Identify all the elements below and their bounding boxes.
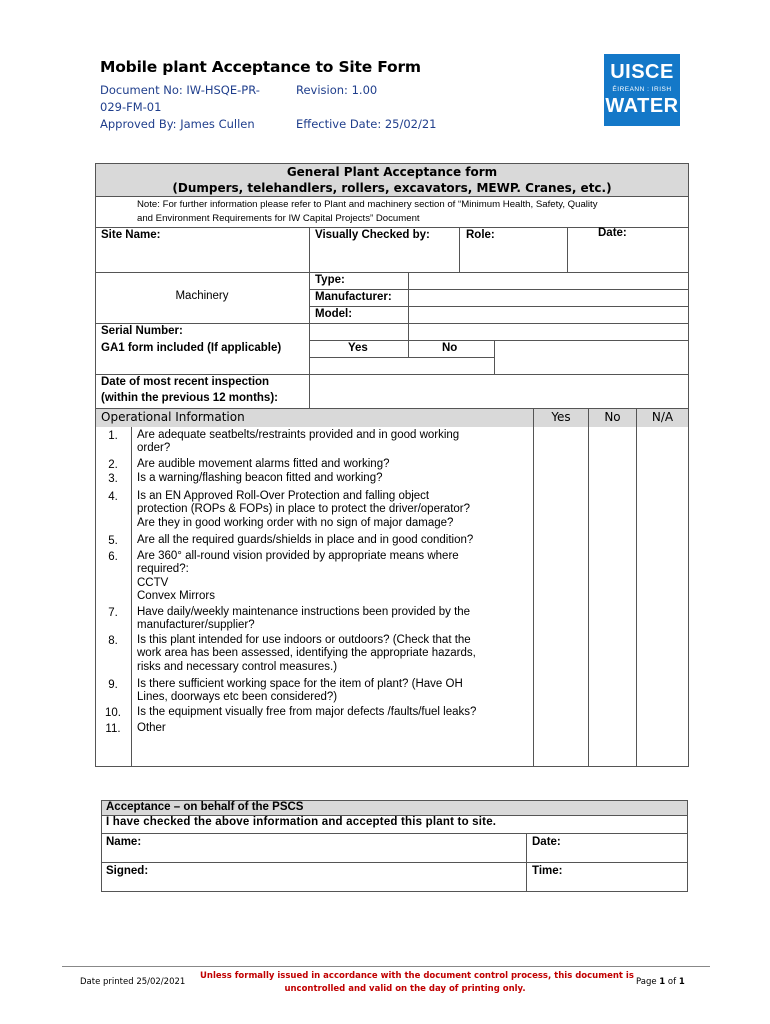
- question-line: Is the equipment visually free from major defects /faults/fuel leaks?: [137, 706, 477, 718]
- question-line: Are 360° all-round vision provided by appropriate means where: [137, 550, 459, 562]
- inspection-label-line2: (within the previous 12 months):: [101, 392, 278, 404]
- question-text: [137, 706, 476, 719]
- question-number: 11.: [105, 723, 121, 735]
- question-number: 6.: [108, 551, 118, 563]
- question-text: [137, 678, 463, 705]
- operational-heading: Operational Information: [101, 410, 245, 424]
- question-line: Convex Mirrors: [137, 590, 215, 603]
- notice-line1: Unless formally issued in accordance with the document control process, this document is: [200, 971, 634, 981]
- question-line: risks and necessary control measures.): [137, 660, 338, 673]
- approved-by: Approved By: James Cullen: [100, 117, 255, 131]
- type-label: Type:: [315, 274, 345, 286]
- document-number-line2: 029-FM-01: [100, 100, 162, 114]
- question-line: Have daily/weekly maintenance instructions been provided by the: [137, 606, 471, 618]
- question-line: Are adequate seatbelts/restraints provided and in good working: [137, 429, 460, 441]
- ga1-yes-option[interactable]: Yes: [348, 342, 368, 354]
- question-line: Other: [137, 722, 166, 734]
- question-text: [137, 490, 470, 530]
- effective-date: Effective Date: 25/02/21: [296, 117, 437, 131]
- question-line: Is this plant intended for use indoors or outdoors? (Check that the: [137, 634, 471, 646]
- serial-number-label: Serial Number:: [101, 325, 183, 337]
- question-number: 3.: [108, 473, 118, 485]
- inspection-label-line1: Date of most recent inspection: [101, 376, 270, 388]
- form-note-line2: and Environment Requirements for IW Capital Projects” Document: [137, 213, 420, 224]
- question-text: [137, 634, 476, 674]
- question-text: [137, 550, 459, 604]
- question-line: required?:: [137, 563, 189, 576]
- ga1-no-option[interactable]: No: [442, 342, 458, 354]
- acceptance-statement: I have checked the above information and accepted this plant to site.: [106, 816, 497, 828]
- question-number: 4.: [108, 491, 118, 503]
- question-number: 8.: [108, 635, 118, 647]
- question-number: 1.: [108, 430, 118, 442]
- question-number: 5.: [108, 535, 118, 547]
- machinery-label: Machinery: [175, 290, 229, 302]
- acceptance-heading: Acceptance – on behalf of the PSCS: [106, 801, 304, 813]
- question-line: Is there sufficient working space for the item of plant? (Have OH: [137, 678, 463, 690]
- model-label: Model:: [315, 308, 353, 320]
- revision: Revision: 1.00: [296, 83, 378, 97]
- acceptance-name-label: Name:: [106, 836, 142, 848]
- date-printed: Date printed 25/02/2021: [80, 977, 186, 987]
- ga1-label: GA1 form included (If applicable): [101, 342, 282, 354]
- uisce-eireann-logo: [604, 54, 680, 126]
- logo-line2: ÉIREANN : IRISH: [612, 86, 672, 93]
- col-no-header: No: [604, 410, 621, 424]
- question-number: 9.: [108, 679, 118, 691]
- date-label: Date:: [598, 227, 627, 239]
- form-subheading: (Dumpers, telehandlers, rollers, excavators, MEWP. Cranes, etc.): [172, 181, 612, 195]
- form-heading: General Plant Acceptance form: [286, 165, 498, 179]
- question-number: 2.: [108, 459, 118, 471]
- page-number: [636, 977, 685, 987]
- role-label: Role:: [466, 229, 495, 241]
- visually-checked-label: Visually Checked by:: [315, 229, 430, 241]
- question-text: [137, 534, 473, 547]
- page-of: of: [665, 977, 679, 987]
- question-number: 7.: [108, 607, 118, 619]
- question-text: [137, 472, 383, 485]
- logo-line3: WATER: [605, 95, 679, 117]
- acceptance-time-label: Time:: [532, 865, 563, 877]
- form-note-line1: Note: For further information please refer to Plant and machinery section of “Minimum Health, Safety, Quality: [137, 199, 598, 210]
- question-number: 10.: [105, 707, 121, 719]
- question-line: Are all the required guards/shields in place and in good condition?: [137, 534, 474, 546]
- form-title: Mobile plant Acceptance to Site Form: [100, 58, 421, 76]
- page-total: 1: [678, 977, 685, 987]
- col-na-header: N/A: [651, 410, 674, 424]
- document-number: [100, 82, 260, 133]
- page-current: 1: [659, 977, 666, 987]
- question-text: [137, 606, 470, 633]
- question-line: Are they in good working order with no sign of major damage?: [137, 516, 454, 529]
- question-line: manufacturer/supplier?: [137, 619, 255, 632]
- site-name-label: Site Name:: [101, 229, 161, 241]
- question-line: Is an EN Approved Roll-Over Protection and falling object: [137, 490, 430, 502]
- notice-line2: uncontrolled and valid on the day of printing only.: [284, 984, 526, 994]
- acceptance-date-label: Date:: [532, 836, 561, 848]
- document-number-line1: Document No: IW-HSQE-PR-: [100, 83, 260, 97]
- question-line: Lines, doorways etc been considered?): [137, 691, 338, 704]
- page-prefix: Page: [636, 977, 660, 987]
- question-line: Are audible movement alarms fitted and working?: [137, 458, 390, 470]
- manufacturer-label: Manufacturer:: [315, 291, 392, 303]
- question-line: protection (ROPs & FOPs) in place to protect the driver/operator?: [137, 503, 471, 516]
- question-text: [137, 429, 459, 456]
- question-text: [137, 722, 166, 735]
- question-line: Is a warning/flashing beacon fitted and working?: [137, 472, 383, 484]
- question-line: order?: [137, 442, 171, 455]
- question-line: work area has been assessed, identifying the appropriate hazards,: [137, 647, 476, 660]
- question-text: [137, 458, 390, 471]
- logo-line1: UISCE: [610, 61, 674, 83]
- uncontrolled-notice: [200, 970, 634, 996]
- col-yes-header: Yes: [551, 410, 571, 424]
- question-line: CCTV: [137, 576, 169, 589]
- acceptance-signed-label: Signed:: [106, 865, 149, 877]
